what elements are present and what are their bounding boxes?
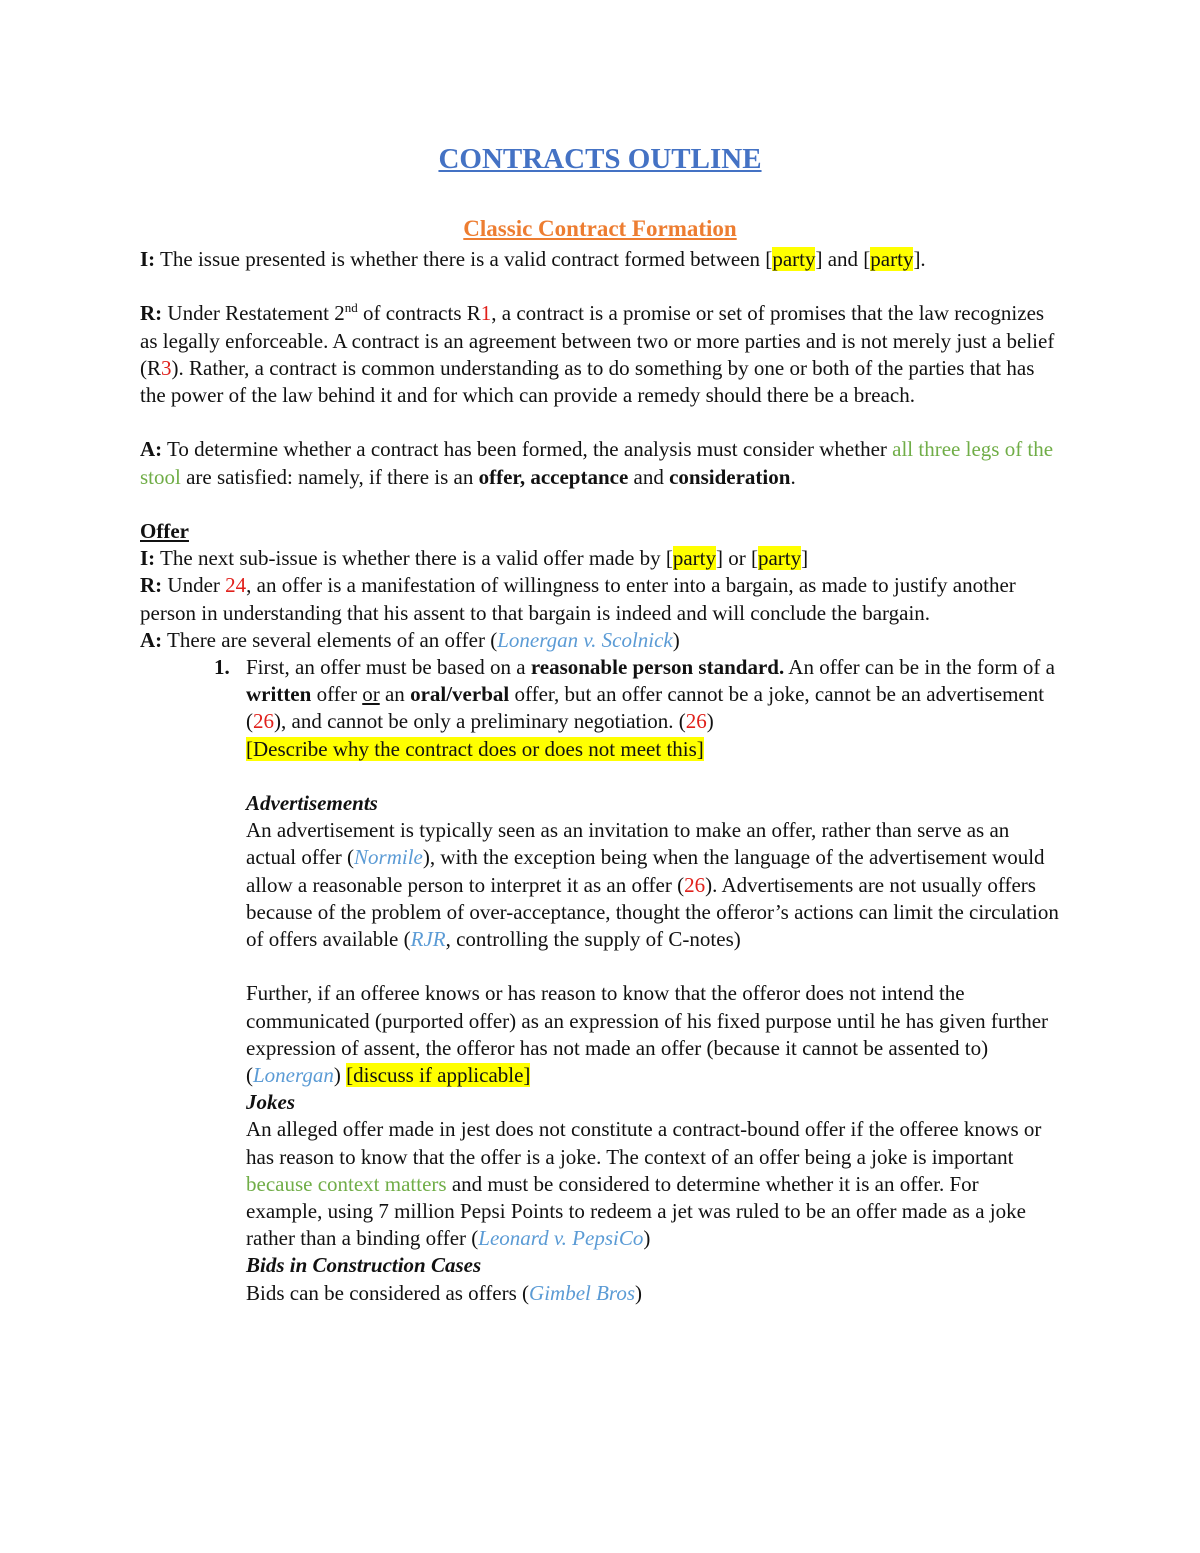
advertisements-paragraph: [246, 817, 1060, 953]
text-run: To determine whether a contract has been formed, the analysis must consider whether: [162, 437, 893, 462]
text-run: an: [379, 682, 411, 707]
offer-analysis: [140, 627, 1060, 654]
text-run: offer: [311, 682, 363, 707]
text-run: ). Advertisements are not usually offers because of the problem of over-acceptance, thought the offeror’s actions can limit the circulation of offers available (: [246, 872, 1059, 952]
case-citation: RJR: [410, 927, 446, 952]
bold-text: reasonable person standard.: [530, 655, 785, 679]
text-run: , controlling the supply of C-notes): [445, 927, 741, 952]
document-title: CONTRACTS OUTLINE: [438, 143, 762, 175]
advertisements-paragraph: [246, 980, 1060, 1089]
text-run: and must be considered to determine whether it is an offer. For example, using 7 million Pepsi Points to redeem a jet was ruled to be an offer made as a joke rather than a binding offer (: [246, 1171, 1026, 1251]
text-run: ). Rather, a contract is common understanding as to do something by one or both of the parties that has the power of the law behind it and for which can provide a remedy should there be a breach.: [140, 355, 1035, 407]
issue-label: I:: [140, 247, 156, 271]
text-run: The next sub-issue is whether there is a valid offer made by [: [155, 546, 673, 571]
text-run: Under: [162, 573, 226, 598]
case-citation: Gimbel Bros: [529, 1280, 635, 1305]
rule-label: R:: [140, 573, 163, 598]
superscript: nd: [344, 300, 358, 316]
analysis-label: A:: [140, 627, 163, 652]
text-run: ), with the exception being when the language of the advertisement would allow a reasonable person to interpret it as an offer (: [246, 845, 1045, 897]
advertisements-heading: Advertisements: [246, 791, 378, 815]
section-title-contract-formation: Classic Contract Formation: [463, 216, 737, 241]
highlighted-instruction: [discuss if applicable]: [346, 1063, 531, 1088]
text-run: and: [628, 464, 670, 489]
formation-analysis: [140, 436, 1060, 490]
text-run: The issue presented is whether there is a valid contract formed between [: [155, 247, 773, 271]
rule-label: R:: [140, 301, 163, 326]
text-run: , a contract is a promise or set of promises that the law recognizes as legally enforceable. A contract is an agreement between two or more parties and is not merely just a belief (R: [140, 301, 1055, 380]
bold-text: written: [246, 682, 312, 707]
bold-text: oral/verbal: [410, 682, 510, 707]
bold-text: offer, acceptance: [478, 464, 629, 489]
text-run: First, an offer must be based on a: [246, 655, 531, 679]
section-number: 26: [685, 709, 707, 734]
bold-text: consideration: [669, 464, 791, 489]
party-placeholder: party: [772, 247, 816, 271]
text-run: ): [643, 1226, 651, 1251]
section-number: 26: [684, 872, 706, 897]
section-number: 3: [161, 355, 172, 380]
text-run: ] and [: [815, 247, 871, 271]
text-run: ): [672, 627, 680, 652]
emphasis-text: all three legs of the stool: [140, 437, 1054, 489]
advertisements-section: [140, 790, 1060, 1307]
document-body: [140, 246, 1060, 1307]
text-run: .: [790, 464, 796, 489]
text-run: There are several elements of an offer (: [162, 627, 498, 652]
item-text: [246, 654, 1060, 736]
text-run: An alleged offer made in jest does not constitute a contract-bound offer if the offeree knows or has reason to know that the offer is a joke. The context of an offer being a joke is important: [246, 1117, 1042, 1169]
case-citation: Normile: [354, 845, 423, 870]
section-number: 26: [253, 709, 274, 734]
offer-issue: [140, 545, 1060, 572]
party-placeholder: party: [757, 546, 802, 571]
formation-issue: [140, 246, 1060, 273]
analysis-label: A:: [140, 437, 163, 462]
case-citation: Lonergan: [253, 1063, 334, 1088]
text-run: offer, but an offer cannot be a joke, cannot be an advertisement (: [246, 682, 1045, 734]
text-run: Further, if an offeree knows or has reason to know that the offeror does not intend the communicated (purported offer) as an expression of his fixed purpose until he has given further expression of assent, the offeror has not made an offer (because it cannot be assented to) (: [246, 981, 1049, 1088]
text-run: An advertisement is typically seen as an invitation to make an offer, rather than serve as an actual offer (: [246, 818, 1010, 870]
formation-rule: [140, 300, 1060, 409]
party-placeholder: party: [672, 546, 716, 571]
text-run: ] or [: [716, 546, 758, 571]
offer-rule: [140, 572, 1060, 626]
bids-heading: Bids in Construction Cases: [246, 1253, 482, 1278]
text-run: ): [706, 709, 714, 734]
text-run: Under Restatement 2: [162, 301, 345, 326]
bids-paragraph: [246, 1280, 1060, 1307]
text-run: , an offer is a manifestation of willingness to enter into a bargain, as made to justify another person in understanding that his assent to that bargain is indeed and will conclude the bargain.: [140, 573, 1016, 625]
text-run: An offer can be in the form of a: [784, 655, 1055, 679]
item-instruction: [246, 736, 1060, 763]
section-number: 1: [480, 301, 492, 326]
emphasis-text: because context matters: [246, 1171, 447, 1196]
jokes-heading: Jokes: [246, 1090, 295, 1115]
text-run: of contracts R: [357, 301, 481, 326]
text-run: Bids can be considered as offers (: [246, 1280, 530, 1305]
issue-label: I:: [140, 546, 156, 571]
text-run: ): [333, 1063, 347, 1088]
offer-heading: Offer: [140, 518, 189, 543]
list-number: 1.: [214, 655, 230, 679]
text-run: ]: [801, 546, 809, 571]
underlined-text: or: [362, 682, 380, 707]
text-run: ), and cannot be only a preliminary negotiation. (: [274, 709, 686, 734]
list-item: [140, 654, 1060, 763]
text-run: ): [635, 1280, 642, 1305]
text-run: are satisfied: namely, if there is an: [180, 464, 479, 489]
party-placeholder: party: [870, 247, 914, 271]
highlighted-instruction: [Describe why the contract does or does not meet this]: [246, 736, 704, 761]
case-citation: Lonergan v. Scolnick: [497, 627, 673, 652]
case-citation: Leonard v. PepsiCo: [478, 1226, 644, 1251]
section-number: 24: [225, 573, 247, 598]
text-run: ].: [913, 247, 926, 271]
jokes-paragraph: [246, 1116, 1060, 1252]
